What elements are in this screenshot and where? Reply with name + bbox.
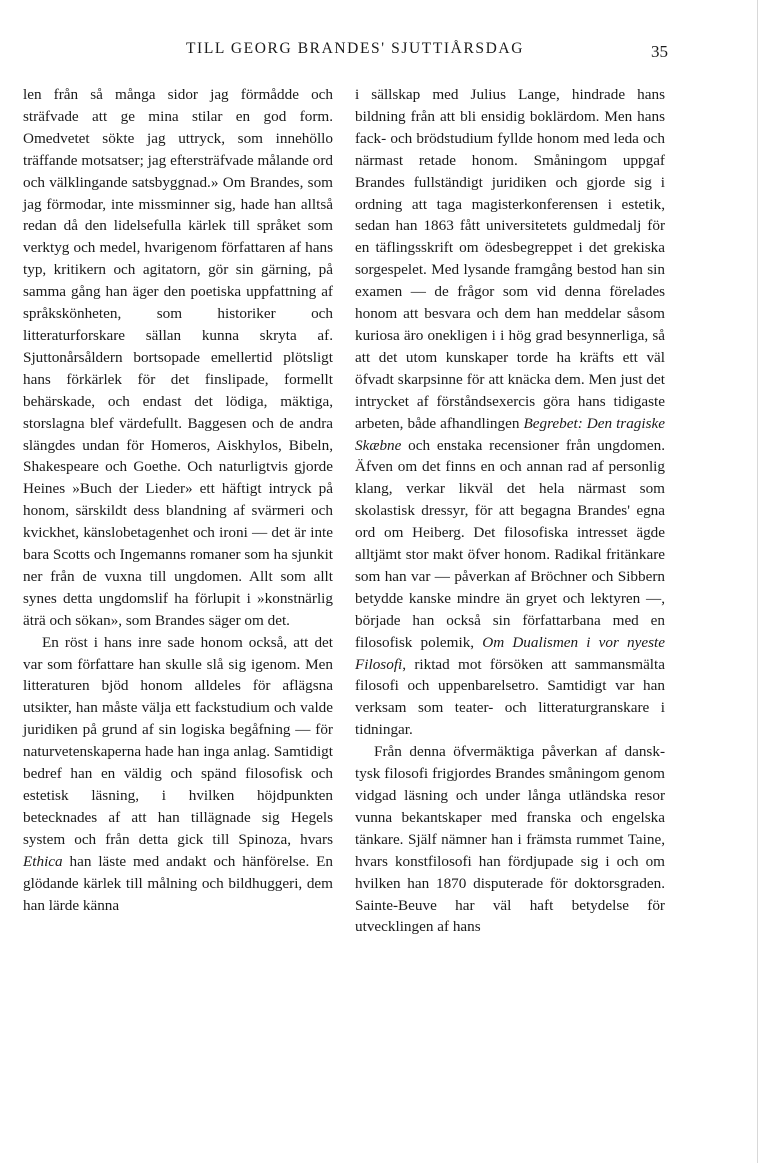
right-paragraph-1 xyxy=(355,84,665,741)
right-paragraph-2: Från denna öfvermäktiga påverkan af dansk-tysk filosofi frigjordes Brandes småningom genom vidgad läsning och under långa utländska resor vunna bekantskaper med franska och engelska tänkare. Själf nämner han i främsta rummet Taine, hvars konstfilosofi han fördjupade sig i och om hvilken han 1870 disputerade för doktorsgraden. Sainte-Beuve har väl haft betydelse för utvecklingen af hans xyxy=(355,743,665,936)
dualismen-title: Om Dualismen i vor nyeste Filosofi xyxy=(355,633,665,673)
ethica-title: Ethica xyxy=(23,852,63,870)
left-column xyxy=(23,84,333,916)
page-number: 35 xyxy=(651,42,668,61)
left-p2-text-b: han läste med andakt och hänförelse. En glödande kärlek till målning och bildhuggeri, dem han lärde känna xyxy=(23,852,333,914)
left-p2-text-a: En röst i hans inre sade honom också, att det var som författare han skulle slå sig igenom. Men litteraturen bjöd honom alldeles för aflägsna utsikter, han måste välja ett fackstudium och valde juridiken på grund af sin logiska begåfning — för naturvetenskaperna hade han inga anlag. Samtidigt bedref han en väldig och spänd filosofisk och estetisk läsning, i hvilken höjdpunkten betecknades af att han tillägnade sig Hegels system och från detta gick till Spinoza, hvars xyxy=(23,633,333,848)
left-paragraph-2 xyxy=(23,632,333,917)
right-p1-text-a: i sällskap med Julius Lange, hindrade hans bildning från att bli ensidig boklärdom. Men hans fack- och brödstudium fyllde honom med leda och närmast retade honom. Småningom uppgaf Brandes fullständigt juridiken och gjorde sig i ordning att taga magisterkonferensen i estetik, sedan han 1863 fått universitetets guldmedalj för en täflingsskrift om ödesbegreppet i det grekiska sorgespelet. Med lysande framgång bestod han sin examen — de frågor som vid denna förelades honom att besvara och dem han meddelar såsom kuriosa äro onekligen i i hög grad besynnerliga, så att det utom kunskaper torde ha kräfts ett väl öfvadt skarpsinne för att knäcka dem. Men just det intrycket af förståndsexercis göra hans tidigaste arbeten, både afhandlingen xyxy=(355,86,665,432)
right-p1-text-b: och enstaka recensioner från ungdomen. Äfven om det finns en och annan rad af personlig klang, verkar likväl det hela närmast som skolastisk dressyr, för att begagna Brandes' egna ord om Heiberg. Det filosofiska intresset ägde alltjämt stor makt öfver honom. Radikal fritänkare som han var — påverkan af Bröchner och Sibbern betydde kanske mindre än gryet och lektyren —, började han också sin författarbana med en filosofisk polemik, xyxy=(355,436,665,651)
right-column xyxy=(355,84,665,938)
left-paragraph-1: len från så många sidor jag förmådde och sträfvade att ge mina stilar en god form. Omedvetet sökte jag uttryck, som innehöllo träffande motsatser; jag eftersträfvade målande ord och välklingande satsbyggnad.» Om Brandes, som jag förmodar, inte missminner sig, hade han alltså redan då den lidelsefulla kärlek till språket som verktyg och medel, hvarigenom författaren af hans typ, kritikern och agitatorn, gör sin gärning, på samma gång han äger den poetiska uppfattning af språkskönheten, som historiker och litteraturforskare sällan kunna skryta af. Sjuttonårsåldern bortsopade emellertid plötsligt hans förkärlek för det finslipade, formellt behärskade, och endast det lödiga, mäktiga, storslagna blef värdefullt. Baggesen och de andra slängdes undan för Homeros, Aiskhylos, Bibeln, Shakespeare och Goethe. Och naturligtvis gjorde Heines »Buch der Lieder» ett häftigt intryck på honom, särskildt dess blandning af svärmeri och kvickhet, känslobetagenhet och ironi — det är inte bara Scotts och Ingemanns romaner som ha sjunkit ner från de vuxna till ungdomen. Allt som allt synes detta ungdomslif ha förlupit i »konstnärlig äträ och sökan», som Brandes säger om det. xyxy=(23,86,334,629)
right-p1-text-c: , riktad mot försöken att sammansmälta filosofi och uppenbarelsetro. Samtidigt var han verksam som teater- och litteraturgranskare i tidningar. xyxy=(355,655,665,739)
begrebet-title: Begrebet: Den tragiske Skæbne xyxy=(355,414,666,454)
running-head: TILL GEORG BRANDES' SJUTTIÅRSDAG xyxy=(185,40,525,57)
page-edge-line xyxy=(757,0,758,1163)
